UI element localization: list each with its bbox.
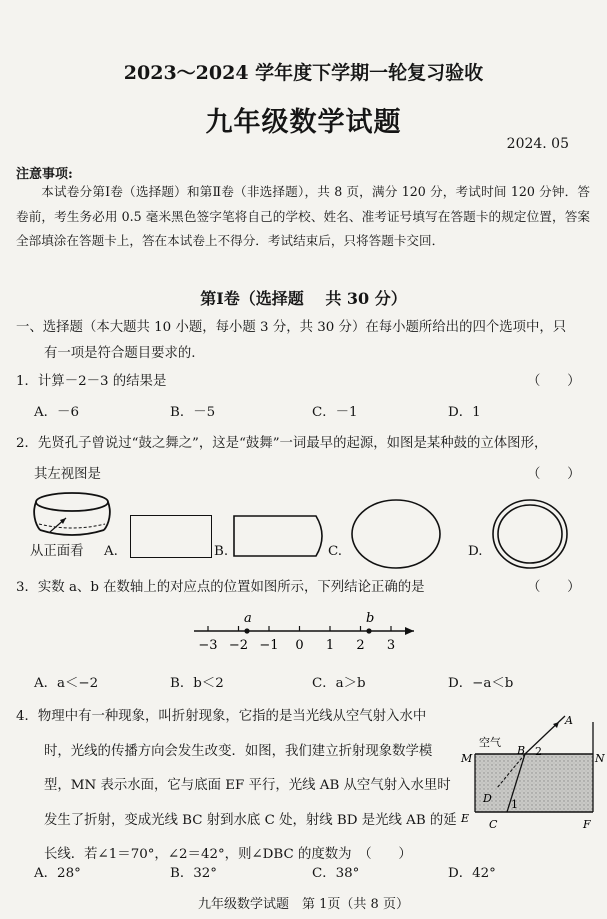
q2-label-c: C. bbox=[328, 544, 343, 559]
q2-label-d: D. bbox=[468, 544, 483, 559]
q1-option-c: C．－1 bbox=[312, 405, 358, 420]
axis-tick-label: 1 bbox=[325, 638, 335, 653]
q4-stem-line3: 型，MN 表示水面，它与底面 EF 平行，光线 AB 从空气射入水里时 bbox=[44, 778, 451, 793]
notice-body: 本试卷分第Ⅰ卷（选择题）和第Ⅱ卷（非选择题），共 8 页，满分 120 分，考试时间 120 分钟．答卷前，考生务必用 0.5 毫米黑色签字笔将自己的学校、姓名、准考证号填写在答题卡的规定位置，答案全部填涂在答题卡上，答在本试卷上不得分．考试结束后，只将答题卡交回． bbox=[16, 184, 590, 248]
axis-tick-label: 2 bbox=[356, 638, 365, 653]
angle-1-label: 1 bbox=[511, 798, 518, 811]
angle-2-label: 2 bbox=[535, 745, 542, 758]
q1-option-a: A．－6 bbox=[34, 405, 79, 420]
axis-tick-label: −3 bbox=[198, 638, 218, 653]
exam-date: 2024. 05 bbox=[506, 136, 569, 152]
point-b-label: b bbox=[366, 611, 375, 626]
section-title: 第Ⅰ卷（选择题 共 30 分） bbox=[200, 289, 407, 308]
q2-answer-paren: （ ） bbox=[527, 467, 581, 482]
point-n: N bbox=[595, 752, 605, 765]
q3-option-b: B．b＜2 bbox=[170, 676, 224, 691]
axis-tick-label: 0 bbox=[295, 638, 304, 653]
q2-stem-line1: 2．先贤孔子曾说过“鼓之舞之”，这是“鼓舞”一词最早的起源，如图是某种鼓的立体图形， bbox=[16, 436, 548, 451]
front-view-label: 从正面看 bbox=[30, 544, 84, 559]
q3-option-c: C．a＞b bbox=[312, 676, 366, 691]
point-a-label: a bbox=[244, 611, 252, 626]
q3-option-a: A．a＜−2 bbox=[34, 676, 99, 691]
q2-option-a-rectangle bbox=[130, 515, 212, 558]
part-instructions-line1: 一、选择题（本大题共 10 小题，每小题 3 分，共 30 分）在每小题所给出的四个选项中，只 bbox=[16, 320, 567, 335]
q3-option-d: D．−a＜b bbox=[448, 676, 514, 691]
q2-label-a: A. bbox=[104, 544, 118, 559]
refraction-diagram bbox=[455, 708, 605, 836]
axis-tick-label: −1 bbox=[259, 638, 279, 653]
part-instructions bbox=[16, 315, 596, 367]
q1-option-b: B．－5 bbox=[170, 405, 216, 420]
point-a: A bbox=[565, 714, 573, 727]
point-c: C bbox=[489, 818, 498, 831]
axis-tick-label: 3 bbox=[386, 638, 396, 653]
notice-title: 注意事项: bbox=[16, 167, 73, 182]
point-d: D bbox=[483, 792, 492, 805]
air-label: 空气 bbox=[479, 736, 501, 749]
q1-stem: 1．计算－2－3 的结果是 bbox=[16, 374, 167, 389]
point-m: M bbox=[461, 752, 473, 765]
q4-option-d: D．42° bbox=[448, 866, 496, 881]
part-instructions-line2: 有一项是符合题目要求的. bbox=[44, 346, 196, 361]
q2-option-d-double-ellipse bbox=[490, 496, 570, 572]
q1-answer-paren: （ ） bbox=[527, 374, 581, 389]
q3-answer-paren: （ ） bbox=[527, 580, 581, 595]
q2-option-c-ellipse bbox=[348, 496, 444, 572]
q4-stem-line2: 时，光线的传播方向会发生改变．如图，我们建立折射现象数学模 bbox=[44, 743, 433, 759]
q4-option-b: B．32° bbox=[170, 866, 217, 881]
q4-stem-line1: 4．物理中有一种现象，叫折射现象，它指的是当光线从空气射入水中 bbox=[16, 709, 427, 724]
q4-stem bbox=[16, 700, 461, 873]
point-b: B bbox=[517, 744, 526, 757]
q4-stem-line4: 发生了折射，变成光线 BC 射到水底 C 处，射线 BD 是光线 AB 的延 bbox=[44, 812, 457, 828]
q3-number-line bbox=[190, 605, 420, 655]
q3-stem: 3．实数 a、b 在数轴上的对应点的位置如图所示，下列结论正确的是 bbox=[16, 580, 425, 595]
q4-option-c: C．38° bbox=[312, 866, 360, 881]
page-footer: 九年级数学试题 第 1页（共 8 页） bbox=[198, 897, 409, 912]
q2-stem-line2: 其左视图是 bbox=[34, 467, 101, 482]
q2-label-b: B. bbox=[214, 544, 229, 559]
point-f: F bbox=[583, 818, 591, 831]
axis-tick-label: −2 bbox=[228, 638, 249, 653]
exam-series-title: 2023～2024 学年度下学期一轮复习验收 bbox=[123, 62, 484, 84]
q2-option-b-rounded-shape bbox=[230, 512, 332, 560]
exam-title: 九年级数学试题 bbox=[205, 107, 402, 138]
q1-option-d: D．1 bbox=[448, 405, 481, 420]
q4-option-a: A．28° bbox=[34, 866, 81, 881]
drum-3d-figure bbox=[30, 488, 120, 538]
q4-stem-line5: 长线．若∠1＝70°，∠2＝42°，则∠DBC 的度数为 （ ） bbox=[44, 847, 412, 862]
point-e: E bbox=[461, 812, 470, 825]
